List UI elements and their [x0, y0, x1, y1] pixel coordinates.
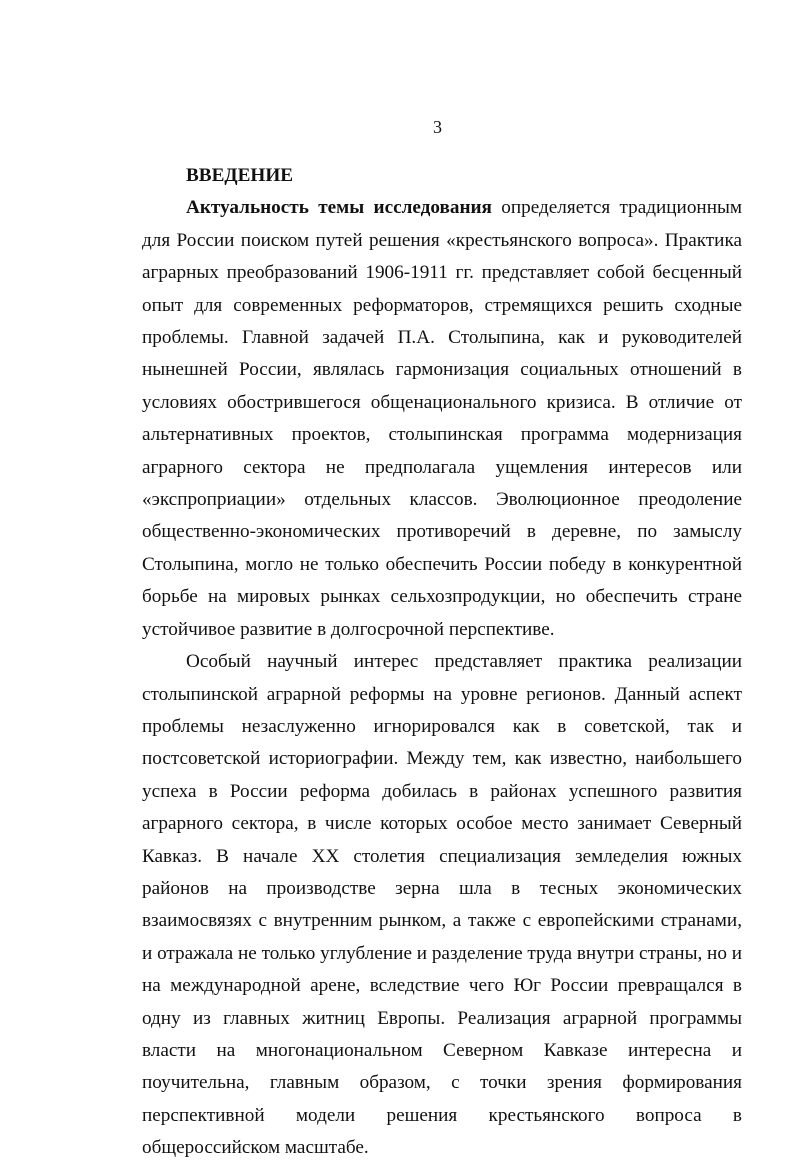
paragraph-lead-bold: Актуальность темы исследования — [186, 197, 492, 219]
section-heading: ВВЕДЕНИЕ — [186, 165, 294, 186]
paragraph-text: определяется традиционным для России поиском путей решения «крестьянского вопроса». Практика аграрных преобразований 1906-1911 гг. представляет собой бесценный опыт для современных реформаторов, стремящихся решить сходные проблемы. Главной задачей П.А. Столыпина, как и руководителей нынешней России, являлась гармонизация социальных отношений в условиях обострившегося общенационального кризиса. В отличие от альтернативных проектов, столыпинская программа модернизация аграрного сектора не предполагала ущемления интересов или «экспроприации» отдельных классов. Эволюционное преодоление общественно-экономических противоречий в деревне, по замыслу Столыпина, могло не только обеспечить России победу в конкурентной борьбе на мировых рынках сельхозпродукции, но обеспечить стране устойчивое развитие в долгосрочной перспективе. — [142, 197, 742, 640]
paragraph-text: Особый научный интерес представляет практика реализации столыпинской аграрной реформы на уровне регионов. Данный аспект проблемы незаслуженно игнорировался как в советской, так и постсоветской историографии. Между тем, как известно, наибольшего успеха в России реформа добилась в районах успешного развития аграрного сектора, в числе которых особое место занимает Северный Кавказ. В начале XX столетия специализация земледелия южных районов на производстве зерна шла в тесных экономических взаимосвязях с внутренним рынком, а также с европейскими странами, и отражала не только углубление и разделение труда внутри страны, но и на международной арене, вследствие чего Юг России превращался в одну из главных житниц Европы. Реализация аграрной программы власти на многонациональном Северном Кавказе интересна и поучительна, главным образом, с точки зрения формирования перспективной модели решения крестьянского вопроса в общероссийском масштабе. — [142, 651, 742, 1159]
page-number: 3 — [433, 117, 442, 137]
paragraph-relevance — [142, 192, 742, 646]
paragraph-regional-interest — [142, 646, 742, 1165]
text-body — [142, 160, 742, 1165]
